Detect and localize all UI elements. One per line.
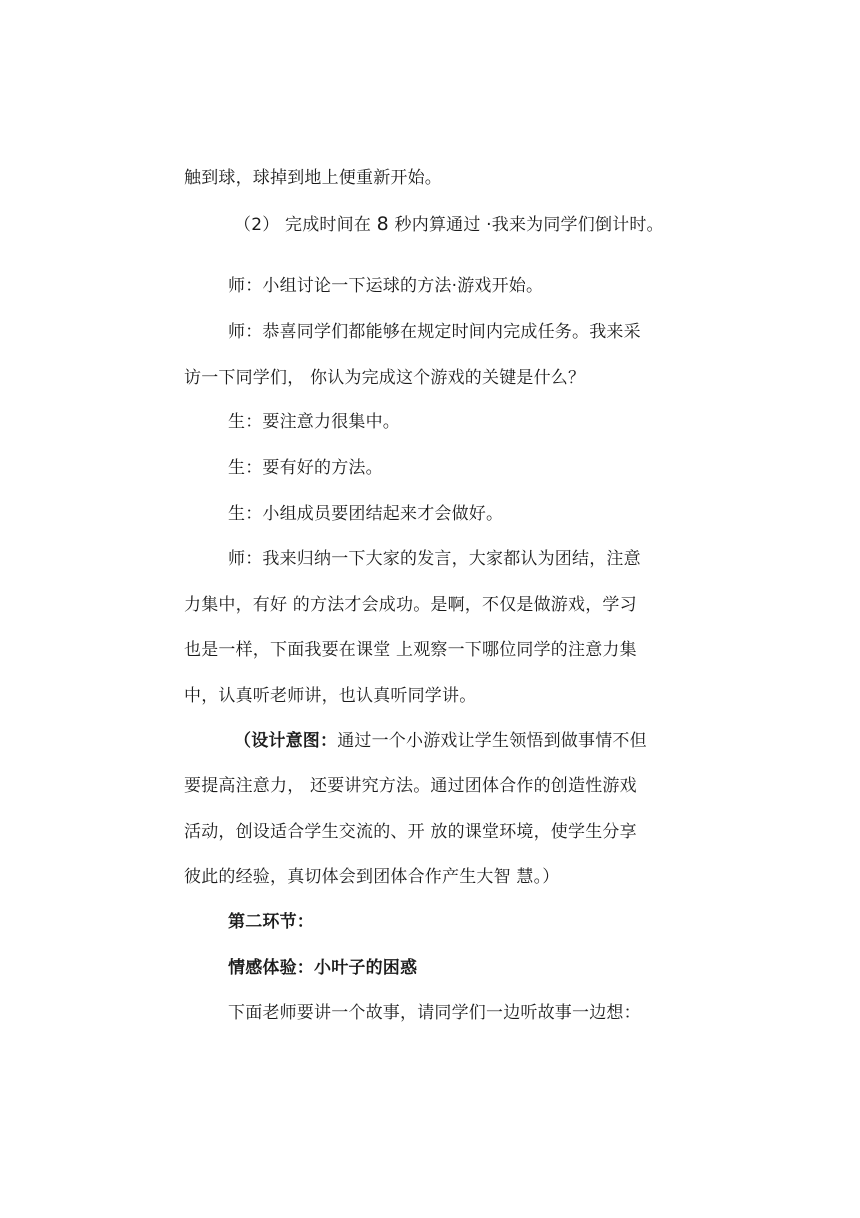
dialogue-line-continued: 也是一样，下面我要在课堂 上观察一下哪位同学的注意力集 <box>184 640 637 660</box>
dialogue-line-continued: 力集中，有好 的方法才会成功。是啊，不仅是做游戏，学习 <box>184 595 637 615</box>
design-intent-line <box>234 731 647 751</box>
seconds-number: 8 <box>376 213 389 235</box>
dialogue-line: 生：要注意力很集中。 <box>228 412 400 432</box>
dialogue-line: 师：我来归纳一下大家的发言，大家都认为团结，注意 <box>228 549 641 569</box>
paragraph-line: 下面老师要讲一个故事，请同学们一边听故事一边想： <box>228 1003 641 1023</box>
numbered-item-line <box>234 214 664 235</box>
section-subheading: 情感体验：小叶子的困惑 <box>228 958 418 978</box>
dialogue-line-continued: 访一下同学们， 你认为完成这个游戏的关键是什么？ <box>184 368 586 388</box>
dialogue-line: 生：小组成员要团结起来才会做好。 <box>228 504 504 524</box>
item-text-end: 秒内算通过 ·我来为同学们倒计时。 <box>394 215 664 235</box>
item-text: 完成时间在 <box>285 215 372 235</box>
dialogue-line: 师：小组讨论一下运球的方法·游戏开始。 <box>228 276 544 296</box>
dialogue-line-continued: 中，认真听老师讲，也认真听同学讲。 <box>184 686 477 706</box>
section-heading: 第二环节： <box>228 912 314 932</box>
dialogue-line: 师：恭喜同学们都能够在规定时间内完成任务。我来采 <box>228 322 641 342</box>
dialogue-line: 生：要有好的方法。 <box>228 458 383 478</box>
design-intent-continued: 彼此的经验，真切体会到团体合作产生大智 慧。） <box>184 867 560 887</box>
item-number: （2） <box>234 215 280 235</box>
design-intent-continued: 要提高注意力， 还要讲究方法。通过团体合作的创造性游戏 <box>184 776 637 796</box>
design-intent-label: （设计意图： <box>234 731 338 751</box>
design-intent-text: 通过一个小游戏让学生领悟到做事情不但 <box>337 731 647 751</box>
design-intent-continued: 活动，创设适合学生交流的、开 放的课堂环境，使学生分享 <box>184 822 637 842</box>
paragraph-line: 触到球，球掉到地上便重新开始。 <box>184 168 442 188</box>
